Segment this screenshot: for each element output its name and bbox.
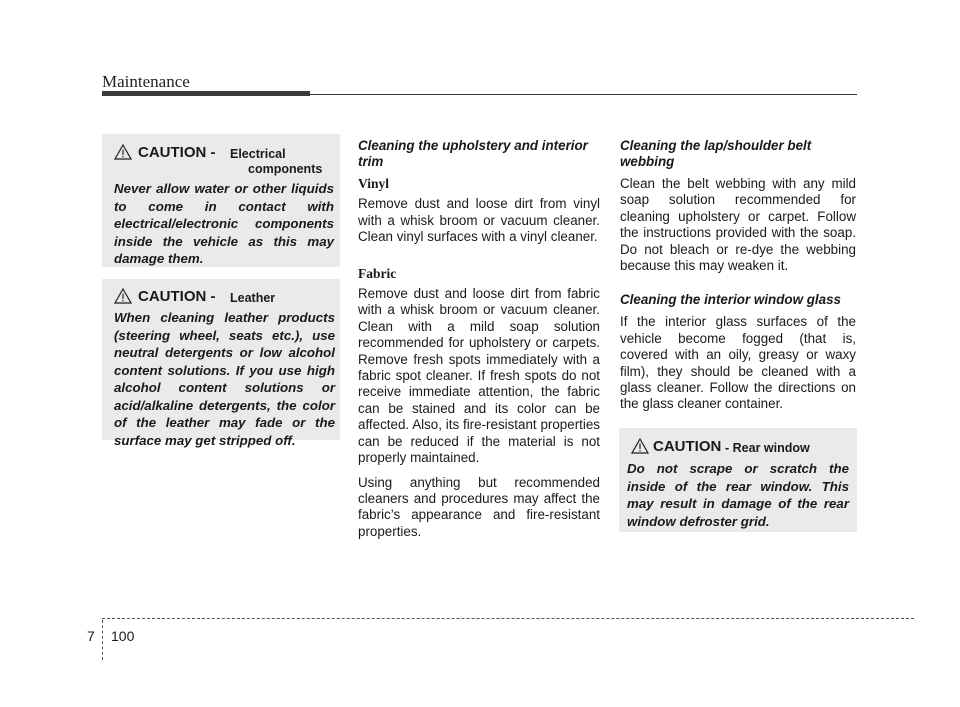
caution-body: When cleaning leather products (steering wheel, seats etc.), use neutral detergents or low alcohol content solutions. If you use high alcohol content solutions or acid/alkaline detergents, the color of the leather may fade or the surface may get stripped off. (114, 310, 335, 448)
footer-divider (102, 620, 103, 660)
section-heading: Cleaning the lap/shoulder belt webbing (620, 138, 812, 169)
vinyl-paragraph: Remove dust and loose dirt from vinyl with a whisk broom or vacuum cleaner. Clean vinyl surfaces with a vinyl cleaner. (358, 196, 600, 245)
caution-body: Do not scrape or scratch the inside of the rear window. This may result in damage of the rear window defroster grid. (627, 461, 849, 529)
section-heading: Cleaning the upholstery and interior trim (358, 138, 588, 169)
caution-box-rear-window (619, 428, 857, 532)
glass-paragraph: If the interior glass surfaces of the vehicle become fogged (that is, covered with an oily, greasy or waxy film), they should be cleaned with a glass cleaner. Follow the directions on the glass cleaner container. (620, 314, 856, 412)
caution-box-leather (102, 279, 340, 448)
belt-section (620, 138, 856, 421)
chapter-number: 7 (87, 628, 95, 644)
caution-label: CAUTION - (138, 144, 216, 161)
header-rule-accent (102, 91, 310, 96)
caution-subject: Leather (230, 291, 276, 305)
caution-label: CAUTION - (138, 288, 216, 305)
caution-label: CAUTION (653, 438, 722, 455)
caution-subject-line1: Electrical (230, 147, 286, 161)
belt-paragraph: Clean the belt webbing with any mild soap solution recommended for cleaning upholstery or carpet. Follow the instructions provided with the soap. Do not bleach or re-dye the webbing because this may weaken it. (620, 176, 856, 274)
page-header-title: Maintenance (102, 72, 190, 91)
subsection-heading-vinyl: Vinyl (358, 176, 390, 191)
warning-triangle-icon (114, 288, 132, 304)
subsection-heading-fabric: Fabric (358, 265, 397, 281)
section-heading: Cleaning the interior window glass (620, 292, 841, 308)
warning-triangle-icon (631, 438, 649, 454)
fabric-paragraph: Remove dust and loose dirt from fabric with a whisk broom or vacuum cleaner. Clean with a mild soap solution recommended for upholstery or carpets. Remove fresh spots immediately with a fabric spot cleaner. If fresh spots do not receive immediate attention, the fabric can be stained and its color can be affected. Also, its fire-resistant properties can be reduced if the material is not properly maintained. (358, 286, 600, 466)
footer-rule (102, 618, 914, 619)
caution-body: Never allow water or other liquids to come in contact with electrical/electronic components inside the vehicle as this may damage them. (114, 181, 334, 266)
page-number: 100 (111, 628, 135, 644)
caution-subject: - Rear window (725, 441, 810, 455)
caution-subject-line2: components (248, 162, 323, 176)
warning-triangle-icon (114, 144, 132, 160)
caution-box-electrical (102, 134, 340, 267)
upholstery-section (358, 138, 600, 548)
fabric-paragraph-2: Using anything but recommended cleaners and procedures may affect the fabric’s appearance and fire-resistant properties. (358, 474, 600, 539)
